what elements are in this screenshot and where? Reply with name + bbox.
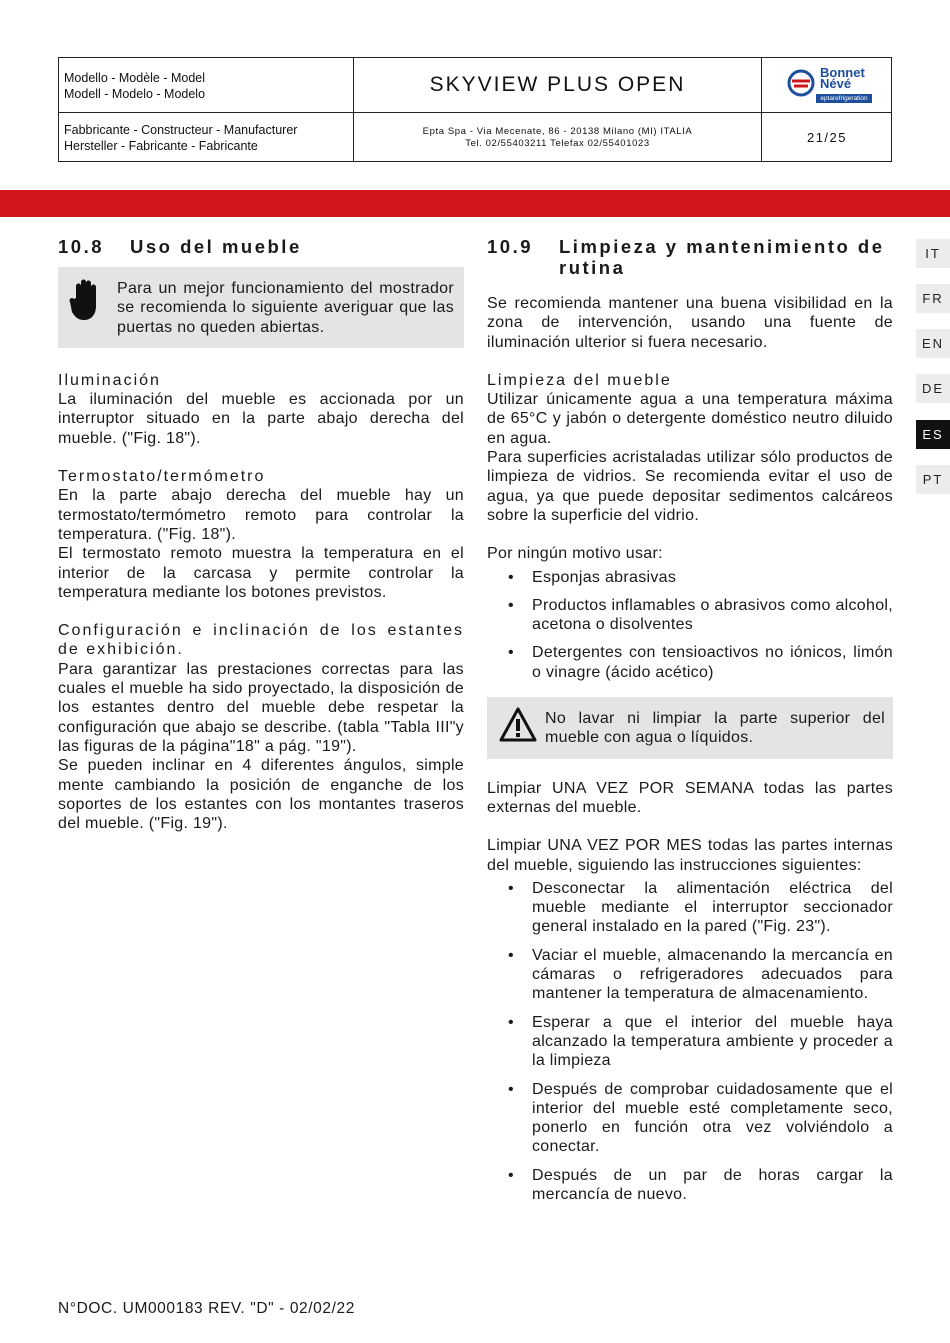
red-divider-band	[0, 190, 950, 217]
warning-triangle-icon	[499, 707, 537, 748]
list-item: • Vaciar el mueble, almacenando la mercancía en cámaras o refrigeradores adecuados para mantener la temperatura de almacenamiento.	[508, 946, 893, 1003]
logo-text-bonnet: Bonnet	[820, 65, 865, 80]
configuracion-text-2: Se pueden inclinar en 4 diferentes ángulos, simple mente cambiando la posición de enganche de los soportes de los estantes con los montantes traseros del mueble. ("Fig. 19").	[58, 757, 464, 833]
section-limpieza-mantenimiento	[487, 236, 893, 1204]
brand-logo	[762, 58, 892, 112]
document-header	[58, 57, 892, 162]
note-text: Para un mejor funcionamiento del mostrador se recomienda lo siguiente averiguar que las puertas no queden abiertas.	[117, 280, 454, 336]
address-line-2: Tel. 02/55403211 Telefax 02/55401023	[465, 138, 650, 149]
section-title: Uso del mueble	[130, 236, 302, 257]
limpieza-heading: Limpieza del mueble	[487, 371, 672, 389]
warning-box	[487, 697, 893, 759]
logo-text-neve: Névé	[820, 76, 852, 91]
product-title: SKYVIEW PLUS OPEN	[429, 73, 686, 96]
list-item: • Esperar a que el interior del mueble haya alcanzado la temperatura ambiente y proceder a la limpieza	[508, 1013, 893, 1070]
termostato-text-1: En la parte abajo derecha del mueble hay un termostato/termómetro remoto para controlar la temperatura. ("Fig. 18").	[58, 487, 464, 543]
section-number: 10.8	[58, 236, 105, 257]
language-tab-de[interactable]: DE	[916, 374, 950, 403]
manufacturer-label-line-2: Hersteller - Fabricante - Fabricante	[64, 139, 258, 153]
model-label	[64, 70, 349, 102]
configuracion-heading: Configuración e inclinación de los estantes de exhibición.	[58, 622, 464, 659]
limpieza-text-2: Para superficies acristaladas utilizar sólo productos de limpieza de vidrios. Se recomienda evitar el uso de agua, ya que puede depositar sedimentos calcáreos sobre la superficie del vidrio.	[487, 449, 893, 524]
list-item: • Después de un par de horas cargar la mercancía de nuevo.	[508, 1166, 893, 1203]
logo-tagline: eptarefrigeration	[816, 94, 872, 103]
section-uso-del-mueble	[58, 236, 464, 833]
list-item: • Detergentes con tensioactivos no iónicos, limón o vinagre (ácido acético)	[508, 644, 893, 681]
section-heading	[487, 236, 893, 278]
monthly-steps-list	[487, 879, 893, 1204]
termostato-text-2: El termostato remoto muestra la temperatura en el interior de la carcasa y permite controlar la temperatura mediante los botones previstos.	[58, 545, 464, 601]
address-line-1: Epta Spa - Via Mecenate, 86 - 20138 Milano (MI) ITALIA	[422, 126, 693, 137]
section-title: Limpieza y mantenimiento de rutina	[559, 236, 885, 278]
iluminacion-text: La iluminación del mueble es accionada por un interruptor situado en la parte abajo derecha del mueble. ("Fig. 18").	[58, 391, 464, 447]
configuracion-text-1: Para garantizar las prestaciones correctas para las cuales el mueble ha sido proyectado, la disposición de los estantes dentro del mueble debe respetar la configuración que abajo se describe. (tabla "Tabla III"y las figuras de la página"18" a pág. "19").	[58, 660, 464, 755]
document-reference: N°DOC. UM000183 REV. "D" - 02/02/22	[58, 1300, 355, 1317]
manufacturer-address	[354, 126, 761, 150]
limpieza-text-1: Utilizar únicamente agua a una temperatura máxima de 65°C y jabón o detergente doméstico neutro diluido en agua.	[487, 391, 893, 447]
prohibited-list	[487, 568, 893, 682]
warning-text: No lavar ni limpiar la parte superior del mueble con agua o líquidos.	[545, 710, 885, 747]
list-item: • Después de comprobar cuidadosamente que el interior del mueble esté completamente seco, ponerlo en función otra vez volviéndolo a conectar.	[508, 1080, 893, 1156]
hand-stop-icon	[68, 278, 102, 327]
page-number: 21/25	[806, 130, 848, 145]
list-item: • Esponjas abrasivas	[508, 568, 677, 586]
weekly-cleaning-text: Limpiar UNA VEZ POR SEMANA todas las partes externas del mueble.	[487, 779, 893, 816]
globe-logo-icon	[786, 68, 816, 98]
model-label-line-1: Modello - Modèle - Model	[64, 71, 206, 85]
manufacturer-label-line-1: Fabbricante - Constructeur - Manufacturer	[64, 123, 298, 137]
manufacturer-label	[64, 122, 349, 154]
section-number: 10.9	[487, 236, 534, 257]
termostato-heading: Termostato/termómetro	[58, 468, 266, 486]
prohibited-intro: Por ningún motivo usar:	[487, 545, 663, 563]
language-tab-en[interactable]: EN	[916, 329, 950, 358]
list-item: • Productos inflamables o abrasivos como alcohol, acetona o disolventes	[508, 596, 893, 634]
note-box	[58, 267, 464, 348]
language-tab-fr[interactable]: FR	[916, 284, 950, 313]
monthly-cleaning-text: Limpiar UNA VEZ POR MES todas las partes internas del mueble, siguiendo las instrucciones siguientes:	[487, 837, 893, 874]
language-tab-es[interactable]: ES	[916, 420, 950, 449]
language-tab-it[interactable]: IT	[916, 239, 950, 268]
section-heading	[58, 236, 464, 257]
language-tab-pt[interactable]: PT	[916, 465, 950, 494]
intro-text: Se recomienda mantener una buena visibilidad en la zona de intervención, usando una fuente de iluminación ulterior si fuera necesario.	[487, 295, 893, 351]
model-label-line-2: Modell - Modelo - Modelo	[64, 87, 206, 101]
list-item: • Desconectar la alimentación eléctrica del mueble mediante el interruptor seccionador general instalado en la pared ("Fig. 23").	[508, 879, 893, 936]
iluminacion-heading: Iluminación	[58, 371, 161, 389]
